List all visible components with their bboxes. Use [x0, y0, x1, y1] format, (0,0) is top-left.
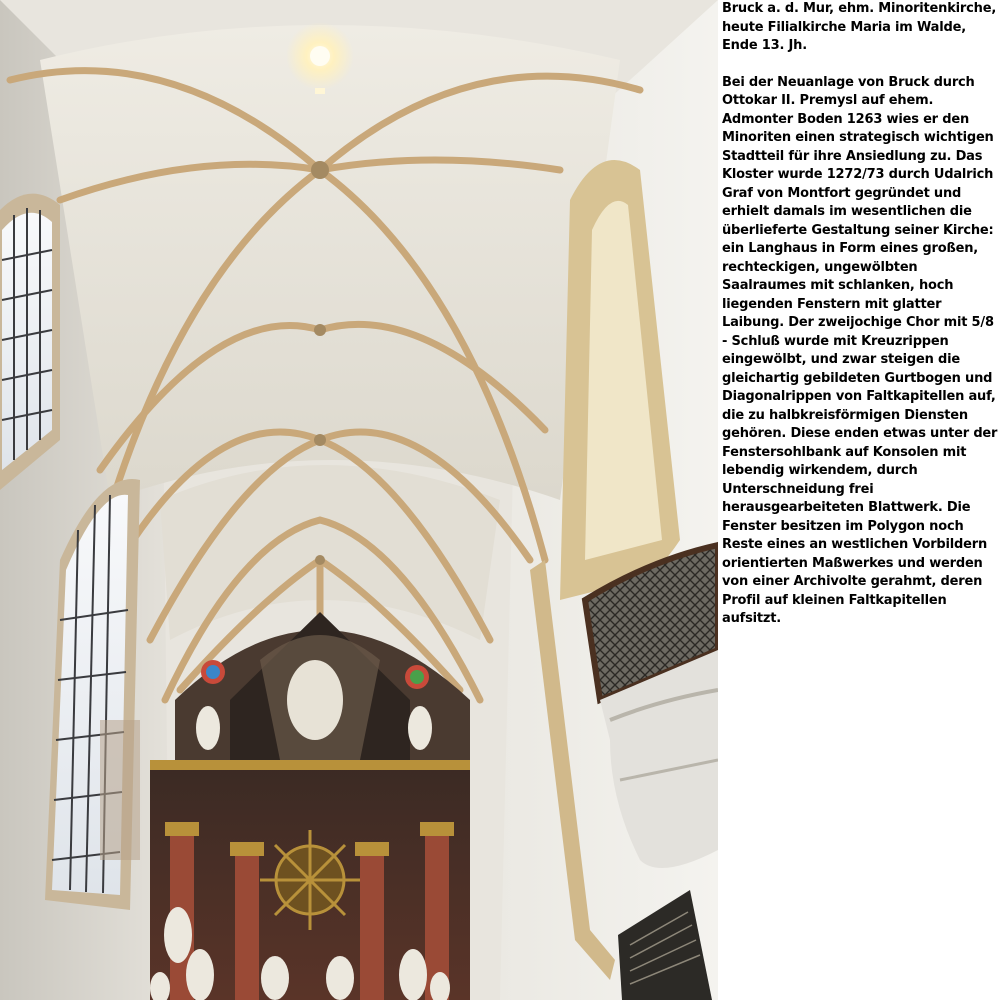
lamp-reflection: [315, 88, 325, 94]
assumption-figure: [287, 660, 343, 740]
caption-panel: [722, 0, 998, 1000]
left-window-upper: [0, 194, 60, 490]
wall-fresco: [100, 720, 140, 860]
caption-heading: Bruck a. d. Mur, ehm. Minoritenkirche, heute Filialkirche Maria im Walde, Ende 13. Jh.: [722, 1, 997, 53]
ceiling-lamp: [310, 46, 330, 66]
caption-body: Bei der Neuanlage von Bruck durch Ottokar II. Premysl auf ehem. Admonter Boden 1263 wies er den Minoriten einen strategisch wichtigen Stadtteil für ihre Ansiedlung zu. Das Kloster wurde 1272/73 durch Udalrich Graf von Montfort gegründet und erhielt damals im wesentlichen die überlieferte Gestaltung seiner Kirche: ein Langhaus in Form eines großen, rechteckigen, ungewölbten Saalraumes mit schlanken, hoch liegenden Fenstern mit glatter Laibung. Der zweijochige Chor mit 5/8 - Schluß wurde mit Kreuzrippen eingewölbt, und zwar steigen die gleichartig gebildeten Gurtbogen und Diagonalrippen von Faltkapitellen auf, die zu halbkreisförmigen Diensten gehören. Diese enden etwas unter der Fenstersohlbank auf Konsolen mit lebendig wirkendem, durch Unterschneidung frei herausgearbeiteten Blattwerk. Die Fenster besitzen im Polygon noch Reste eines an westlichen Vorbildern orientierten Maßwerkes und werden von einer Archivolte gerahmt, deren Profil auf kleinen Faltkapitellen aufsitzt.: [722, 74, 998, 626]
gloriole: [260, 830, 360, 930]
